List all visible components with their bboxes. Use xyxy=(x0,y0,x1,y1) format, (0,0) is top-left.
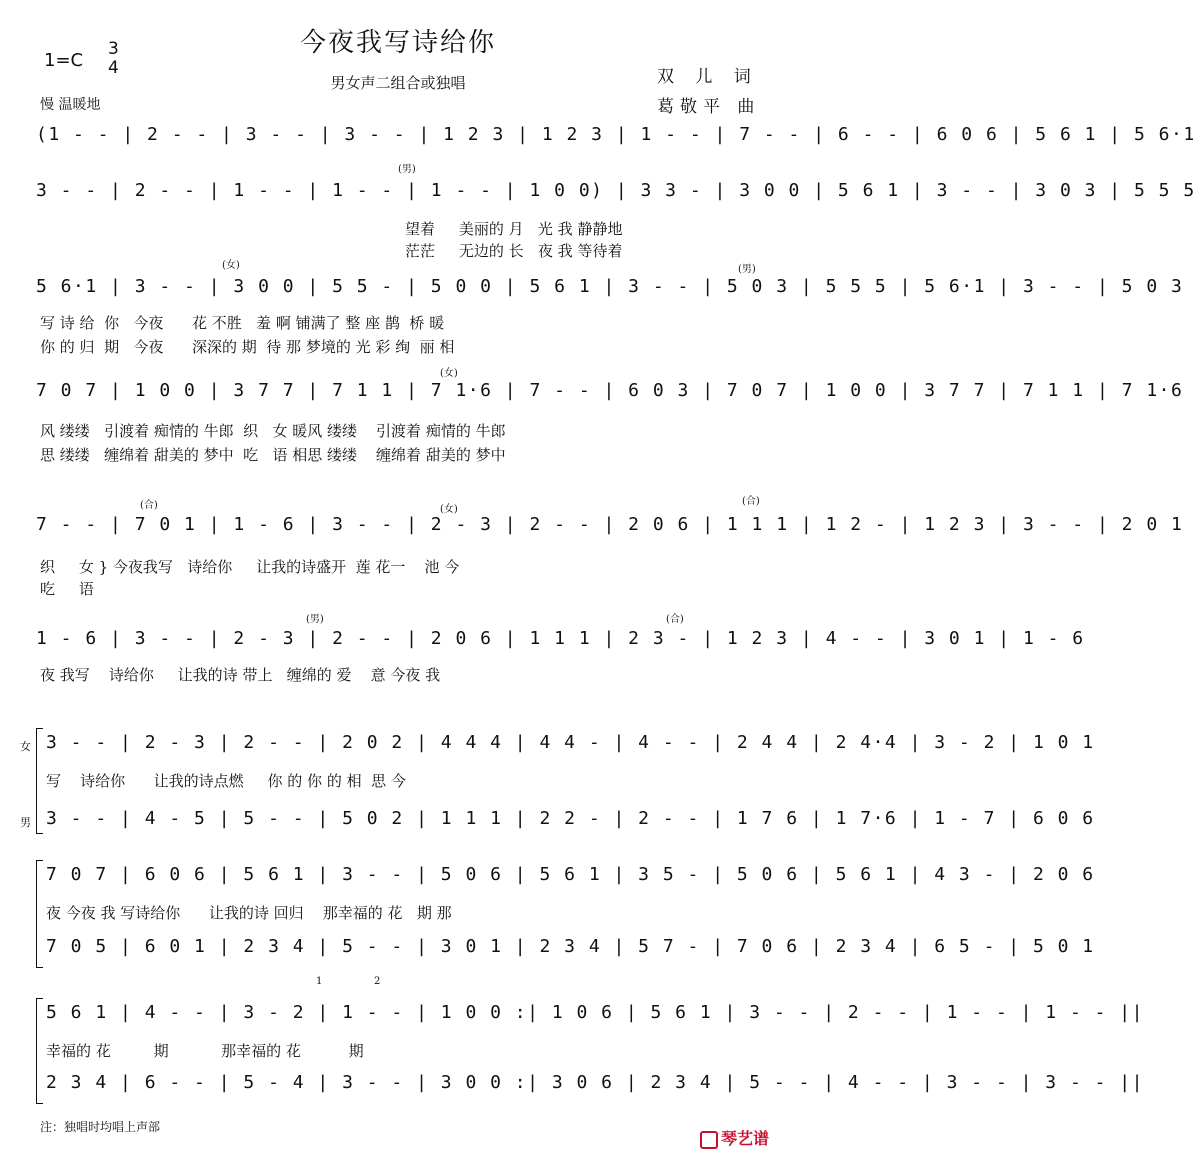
duet-bracket xyxy=(36,860,43,968)
lyric-line: 思 缕缕 缠绵着 甜美的 梦中 吃 语 相思 缕缕 缠绵着 甜美的 梦中 xyxy=(40,446,506,464)
staff-line: 5 6 1 | 4 - - | 3 - 2 | 1 - - | 1 0 0 :| 1 0 6 | 5 6 1 | 3 - - | 2 - - | 1 - - | 1 - - || xyxy=(46,1002,1144,1023)
voice-mark: (合) xyxy=(742,496,760,507)
logo-text: 琴艺谱 xyxy=(721,1129,770,1148)
voice-mark: (合) xyxy=(140,500,158,511)
lyric-line: 写 诗给你 让我的诗点燃 你 的 你 的 相 思 今 xyxy=(46,772,406,790)
lyric-line: 茫茫 无边的 长 夜 我 等待着 xyxy=(405,242,623,260)
tempo-marking: 慢 温暖地 xyxy=(40,97,101,113)
staff-line: 3 - - | 4 - 5 | 5 - - | 5 0 2 | 1 1 1 | 2 2 - | 2 - - | 1 7 6 | 1 7·6 | 1 - 7 | 6 0 6 xyxy=(46,808,1095,829)
staff-line: 7 0 5 | 6 0 1 | 2 3 4 | 5 - - | 3 0 1 | 2 3 4 | 5 7 - | 7 0 6 | 2 3 4 | 6 5 - | 5 0 1 xyxy=(46,936,1095,957)
voice-mark: (女) xyxy=(222,260,240,271)
volta-2: 2 xyxy=(374,976,381,987)
lyric-line: 吃 语 xyxy=(40,580,94,598)
staff-line: 7 - - | 7 0 1 | 1 - 6 | 3 - - | 2 - 3 | 2 - - | 2 0 6 | 1 1 1 | 1 2 - | 1 2 3 | 3 - - | 2 0 1 xyxy=(36,514,1184,535)
key-signature: 1=C xyxy=(44,50,84,71)
meter-bottom: 4 xyxy=(108,58,119,78)
voice-mark: (男) xyxy=(398,164,416,175)
staff-line: 1 - 6 | 3 - - | 2 - 3 | 2 - - | 2 0 6 | 1 1 1 | 2 3 - | 1 2 3 | 4 - - | 3 0 1 | 1 - 6 xyxy=(36,628,1085,649)
lyric-line: 写 诗 给 你 今夜 花 不胜 羞 啊 铺满了 整 座 鹊 桥 暖 xyxy=(40,314,445,332)
lyric-line: 你 的 归 期 今夜 深深的 期 待 那 梦境的 光 彩 绚 丽 相 xyxy=(40,338,455,356)
performance-note: 男女声二组合或独唱 xyxy=(330,74,466,92)
lyric-line: 夜 今夜 我 写诗给你 让我的诗 回归 那幸福的 花 期 那 xyxy=(46,904,452,922)
lyric-line: 夜 我写 诗给你 让我的诗 带上 缠绵的 爱 意 今夜 我 xyxy=(40,666,441,684)
lyric-line: 风 缕缕 引渡着 痴情的 牛郎 织 女 暖风 缕缕 引渡着 痴情的 牛郎 xyxy=(40,422,506,440)
voice-mark: (男) xyxy=(738,264,756,275)
staff-line: 3 - - | 2 - - | 1 - - | 1 - - | 1 - - | 1 0 0) | 3 3 - | 3 0 0 | 5 6 1 | 3 - - | 3 0 3 | 5 5 5 xyxy=(36,180,1196,201)
score-title: 今夜我写诗给你 xyxy=(299,28,496,58)
footnote: 注：独唱时均唱上声部 xyxy=(40,1120,161,1134)
staff-line: 3 - - | 2 - 3 | 2 - - | 2 0 2 | 4 4 4 | 4 4 - | 4 - - | 2 4 4 | 2 4·4 | 3 - 2 | 1 0 1 xyxy=(46,732,1095,753)
logo-icon xyxy=(700,1131,718,1149)
female-part-label: 女 xyxy=(20,740,31,753)
voice-mark: (女) xyxy=(440,504,458,515)
lyric-line: 幸福的 花 期 那幸福的 花 期 xyxy=(46,1042,364,1060)
male-part-label: 男 xyxy=(20,816,31,829)
lyricist: 双 儿 词 xyxy=(657,67,759,87)
voice-mark: (合) xyxy=(666,614,684,625)
staff-line: 5 6·1 | 3 - - | 3 0 0 | 5 5 - | 5 0 0 | 5 6 1 | 3 - - | 5 0 3 | 5 5 5 | 5 6·1 | 3 - - | 5 0 3 xyxy=(36,276,1184,297)
duet-bracket xyxy=(36,998,43,1104)
duet-bracket xyxy=(36,728,43,834)
site-logo xyxy=(700,1126,769,1149)
voice-mark: (男) xyxy=(306,614,324,625)
staff-line: 7 0 7 | 1 0 0 | 3 7 7 | 7 1 1 | 7 1·6 | 7 - - | 6 0 3 | 7 0 7 | 1 0 0 | 3 7 7 | 7 1 1 | 7 1·6 xyxy=(36,380,1184,401)
lyric-line: 织 女 } 今夜我写 诗给你 让我的诗盛开 莲 花一 池 今 xyxy=(40,558,460,576)
composer: 葛敬平 曲 xyxy=(657,97,761,117)
volta-1: 1 xyxy=(316,976,323,987)
lyric-line: 望着 美丽的 月 光 我 静静地 xyxy=(405,220,623,238)
staff-line: (1 - - | 2 - - | 3 - - | 3 - - | 1 2 3 | 1 2 3 | 1 - - | 7 - - | 6 - - | 6 0 6 | 5 6 1 | 5 6·1 xyxy=(36,124,1196,145)
staff-line: 2 3 4 | 6 - - | 5 - 4 | 3 - - | 3 0 0 :| 3 0 6 | 2 3 4 | 5 - - | 4 - - | 3 - - | 3 - - || xyxy=(46,1072,1144,1093)
staff-line: 7 0 7 | 6 0 6 | 5 6 1 | 3 - - | 5 0 6 | 5 6 1 | 3 5 - | 5 0 6 | 5 6 1 | 4 3 - | 2 0 6 xyxy=(46,864,1095,885)
voice-mark: (女) xyxy=(440,368,458,379)
meter-top: 3 xyxy=(108,39,119,59)
